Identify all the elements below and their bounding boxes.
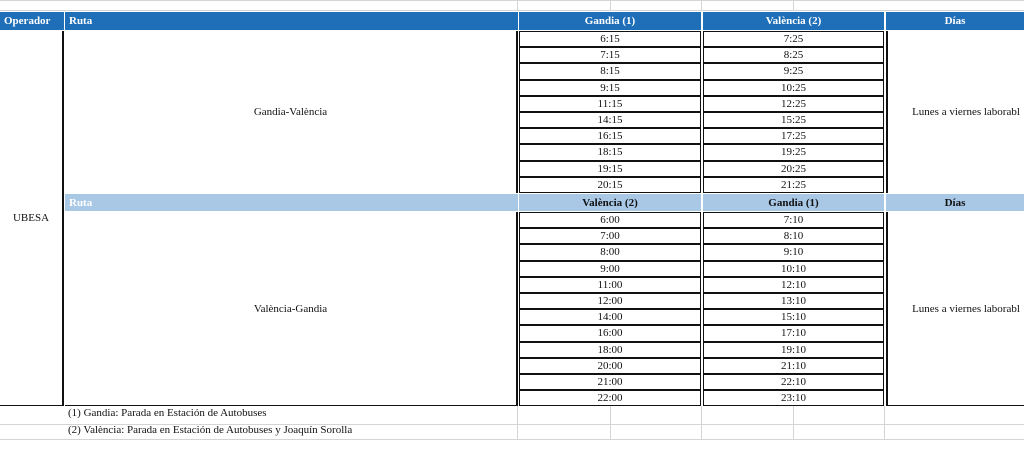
route1-time-arrival: 12:25 [703, 96, 884, 112]
header-dias: Días [886, 12, 1024, 30]
header2-col2: Gandia (1) [703, 194, 884, 211]
route1-name-cell [65, 31, 518, 193]
operator-cell [0, 31, 64, 406]
route2-name: València-Gandia [253, 302, 328, 315]
operator-name: UBESA [12, 212, 50, 224]
route2-time-departure: 18:00 [519, 342, 701, 358]
route2-time-arrival: 23:10 [703, 390, 884, 406]
route1-time-arrival: 15:25 [703, 112, 884, 128]
header-col2: València (2) [703, 12, 884, 30]
route2-time-departure: 14:00 [519, 309, 701, 325]
route2-time-departure: 16:00 [519, 325, 701, 341]
route1-time-departure: 20:15 [519, 177, 701, 193]
route2-time-arrival: 7:10 [703, 212, 884, 228]
route1-time-arrival: 19:25 [703, 144, 884, 160]
route2-time-arrival: 21:10 [703, 358, 884, 374]
route2-days: Lunes a viernes laborabl [912, 302, 1020, 315]
route1-time-departure: 7:15 [519, 47, 701, 63]
route1-time-departure: 19:15 [519, 161, 701, 177]
route1-days-cell [886, 31, 1024, 193]
route2-time-arrival: 17:10 [703, 325, 884, 341]
route2-time-departure: 7:00 [519, 228, 701, 244]
route1-time-departure: 16:15 [519, 128, 701, 144]
route1-days: Lunes a viernes laborabl [912, 106, 1020, 118]
route2-name-cell [65, 212, 518, 406]
route1-time-arrival: 9:25 [703, 63, 884, 79]
route1-time-arrival: 7:25 [703, 31, 884, 47]
route2-time-departure: 9:00 [519, 261, 701, 277]
route1-time-departure: 8:15 [519, 63, 701, 79]
route1-time-departure: 14:15 [519, 112, 701, 128]
note-2: (2) València: Parada en Estación de Autobuses y Joaquín Sorolla [68, 424, 353, 436]
route1-time-arrival: 8:25 [703, 47, 884, 63]
route2-time-arrival: 19:10 [703, 342, 884, 358]
route1-time-departure: 6:15 [519, 31, 701, 47]
route2-time-arrival: 9:10 [703, 244, 884, 260]
note-1: (1) Gandia: Parada en Estación de Autobuses [68, 407, 267, 419]
header2-col1: València (2) [519, 194, 701, 211]
route1-time-arrival: 10:25 [703, 80, 884, 96]
route1-time-arrival: 21:25 [703, 177, 884, 193]
route2-time-departure: 11:00 [519, 277, 701, 293]
route1-name: Gandia-València [253, 106, 328, 118]
header-ruta: Ruta [65, 12, 518, 30]
header-col1: Gandia (1) [519, 12, 701, 30]
route1-time-arrival: 17:25 [703, 128, 884, 144]
route1-time-arrival: 20:25 [703, 161, 884, 177]
route2-time-departure: 8:00 [519, 244, 701, 260]
route2-time-departure: 21:00 [519, 374, 701, 390]
header2-ruta: Ruta [65, 194, 518, 211]
route2-time-departure: 6:00 [519, 212, 701, 228]
route2-time-arrival: 10:10 [703, 261, 884, 277]
header2-dias: Días [886, 194, 1024, 211]
header-operador: Operador [0, 12, 64, 30]
route1-time-departure: 11:15 [519, 96, 701, 112]
route2-time-departure: 12:00 [519, 293, 701, 309]
route2-time-arrival: 13:10 [703, 293, 884, 309]
route2-time-arrival: 8:10 [703, 228, 884, 244]
route2-days-cell [886, 212, 1024, 406]
route2-time-arrival: 22:10 [703, 374, 884, 390]
route2-time-departure: 22:00 [519, 390, 701, 406]
route2-time-arrival: 15:10 [703, 309, 884, 325]
route2-time-departure: 20:00 [519, 358, 701, 374]
route2-time-arrival: 12:10 [703, 277, 884, 293]
route1-time-departure: 9:15 [519, 80, 701, 96]
route1-time-departure: 18:15 [519, 144, 701, 160]
